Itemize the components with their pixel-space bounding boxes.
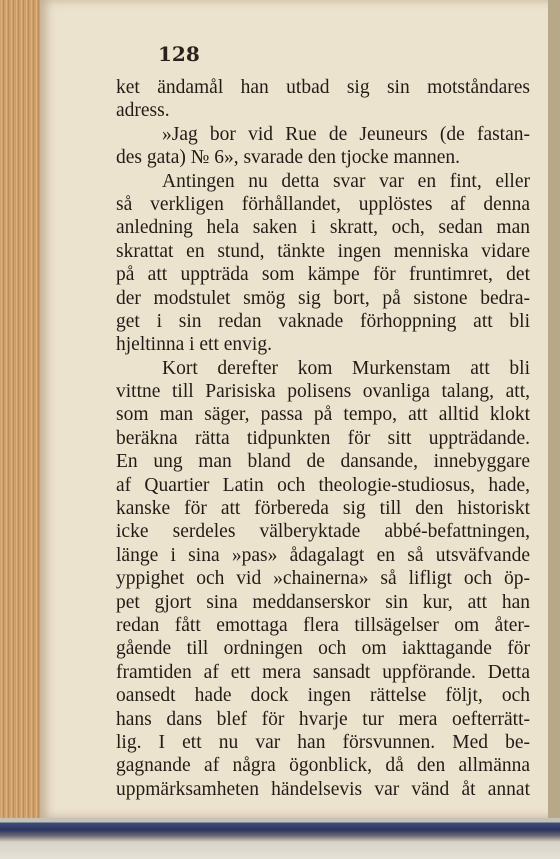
text-line: gående till ordningen och om iakttagande för (116, 638, 530, 660)
text-line: så verkligen förhållandet, upplöstes af denna (116, 193, 530, 215)
text-line: ket ändamål han utbad sig sin motståndares (116, 77, 530, 98)
scan-bottom-strip (0, 818, 560, 859)
text-line: af Quartier Latin och theologie-studiosus, hade, (116, 474, 530, 496)
body-text (116, 76, 530, 801)
text-line: på att uppträda som kämpe för fruntimret, det (116, 264, 530, 286)
text-line: länge i sina »pas» ådagalagt en så utsväfvande (116, 544, 530, 566)
text-line: lig. I ett nu var han försvunnen. Med be- (116, 731, 530, 753)
text-line: redan fått emottaga flera tillsägelser om åter- (116, 614, 530, 636)
text-line: framtiden af ett mera sansadt uppförande. Detta (116, 661, 530, 683)
text-line: Kort derefter kom Murkenstam att bli (162, 357, 530, 379)
text-line: oansedt hade dock ingen rättelse följt, och (116, 685, 530, 707)
text-line: der modstulet smög sig bort, på sistone bedra- (116, 287, 530, 309)
text-line: pet gjort sina meddanserskor sin kur, att han (116, 591, 530, 613)
text-line: skrattat en stund, tänkte ingen menniska vidare (116, 240, 530, 262)
text-line: yppighet och vid »chainerna» så lifligt och öp- (116, 568, 530, 590)
page-right-margin (548, 0, 560, 818)
text-line: »Jag bor vid Rue de Jeuneurs (de fastan- (162, 123, 530, 145)
page-number: 128 (158, 42, 200, 66)
text-line: icke serdeles välberyktade abbé-befattningen, (116, 521, 530, 543)
text-line: anledning hela saken i skratt, och, sedan man (116, 217, 530, 239)
text-line: kanske för att förbereda sig till den historiskt (116, 498, 530, 520)
text-line: gagnande af några ögonblick, då den allmänna (116, 755, 530, 777)
text-line: hans dans blef för hvarje tur mera oefterrätt- (116, 708, 530, 730)
text-line: adress. (116, 100, 170, 122)
text-line: Antingen nu detta svar var en fint, eller (162, 170, 530, 192)
text-line: uppmärksamheten händelsevis var vänd åt annat (116, 778, 530, 800)
text-line: beräkna rätta tidpunkten för sitt uppträdande. (116, 427, 530, 449)
text-line: des gata) № 6», svarade den tjocke mannen. (116, 147, 461, 169)
text-line: get i sin redan vaknade förhoppning att bli (116, 310, 530, 332)
text-line: hjeltinna i ett envig. (116, 334, 272, 356)
text-line: som man säger, passa på tempo, att alltid klokt (116, 404, 530, 426)
text-line: vittne till Parisiska polisens ovanliga talang, att, (116, 381, 530, 403)
text-line: En ung man bland de dansande, innebyggare (116, 451, 530, 473)
